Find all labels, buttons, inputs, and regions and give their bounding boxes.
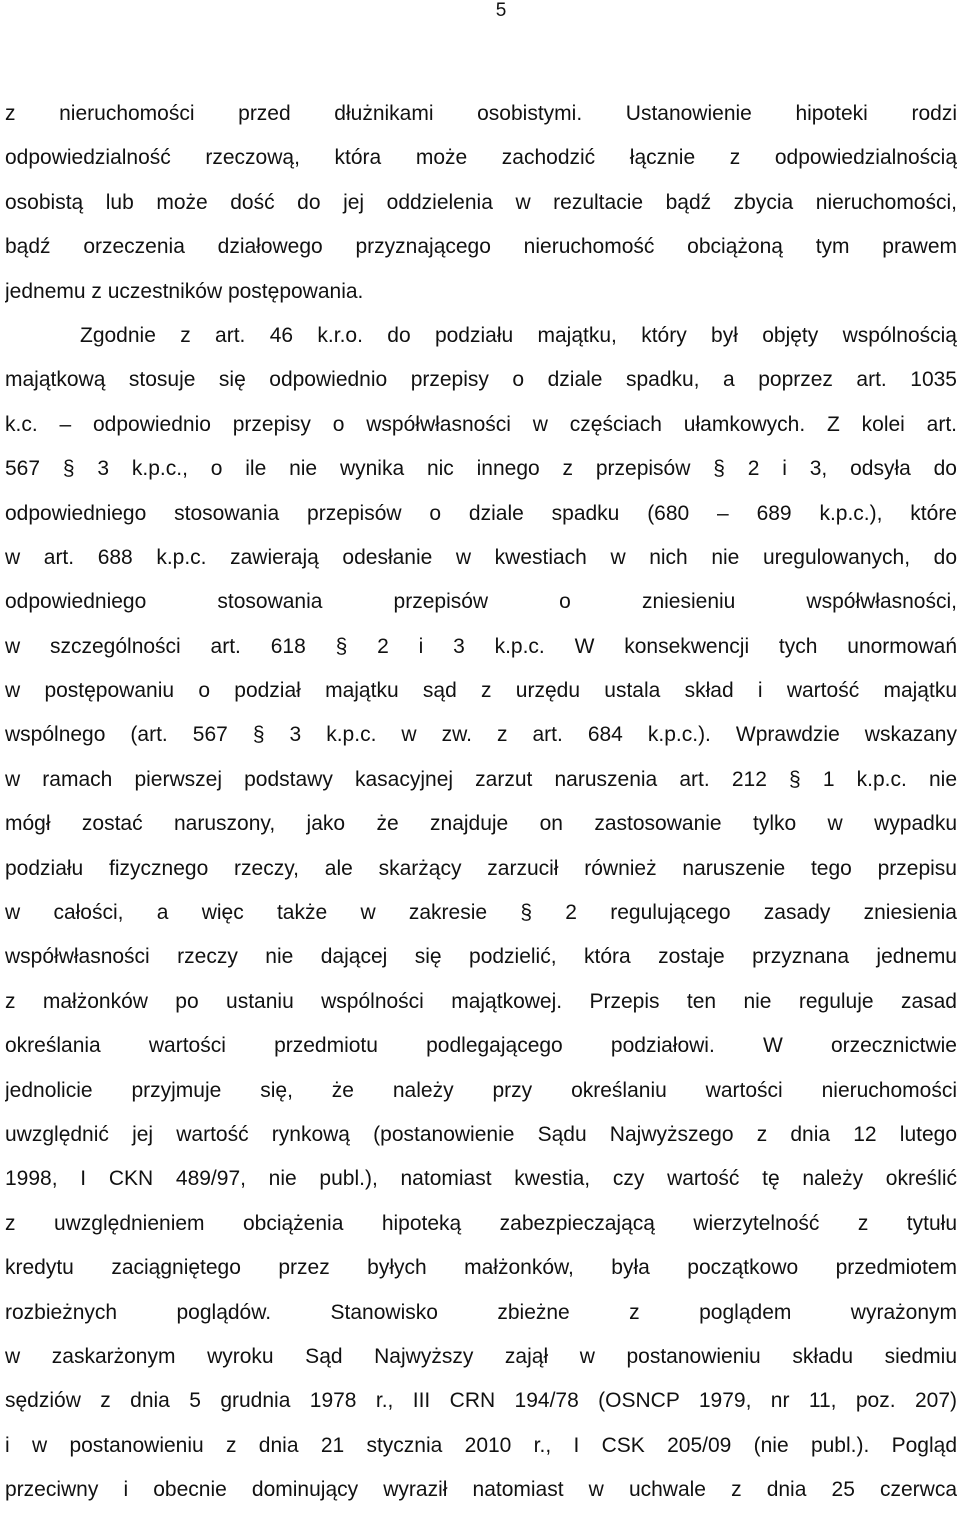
text-line: 567 § 3 k.p.c., o ile nie wynika nic innego z przepisów § 2 i 3, odsyła do	[5, 457, 957, 481]
text-line: w zaskarżonym wyroku Sąd Najwyższy zajął w postanowieniu składu siedmiu	[5, 1344, 957, 1368]
text-line: sędziów z dnia 5 grudnia 1978 r., III CRN 194/78 (OSNCP 1979, nr 11, poz. 207)	[5, 1389, 957, 1413]
text-line: odpowiedniego stosowania przepisów o zniesieniu współwłasności,	[5, 590, 957, 614]
text-line: odpowiedzialność rzeczową, która może zachodzić łącznie z odpowiedzialnością	[5, 146, 957, 170]
text-line: określania wartości przedmiotu podlegającego podziałowi. W orzecznictwie	[5, 1034, 957, 1058]
text-line: współwłasności rzeczy nie dającej się podzielić, która zostaje przyznana jednemu	[5, 945, 957, 969]
text-line: przeciwny i obecnie dominujący wyraził natomiast w uchwale z dnia 25 czerwca	[5, 1478, 957, 1502]
text-line: z małżonków po ustaniu wspólności majątkowej. Przepis ten nie reguluje zasad	[5, 989, 957, 1013]
text-line: rozbieżnych poglądów. Stanowisko zbieżne z poglądem wyrażonym	[5, 1300, 957, 1324]
text-line: uwzględnić jej wartość rynkową (postanowienie Sądu Najwyższego z dnia 12 lutego	[5, 1122, 957, 1146]
text-line: w całości, a więc także w zakresie § 2 regulującego zasady zniesienia	[5, 901, 957, 925]
text-line: podziału fizycznego rzeczy, ale skarżący zarzucił również naruszenie tego przepisu	[5, 856, 957, 880]
text-line: wspólnego (art. 567 § 3 k.p.c. w zw. z art. 684 k.p.c.). Wprawdzie wskazany	[5, 723, 957, 747]
page-number: 5	[495, 0, 507, 21]
text-line: jednolicie przyjmuje się, że należy przy określaniu wartości nieruchomości	[5, 1078, 957, 1102]
text-line: w postępowaniu o podział majątku sąd z urzędu ustala skład i wartość majątku	[5, 679, 957, 703]
text-line: w szczególności art. 618 § 2 i 3 k.p.c. W konsekwencji tych unormowań	[5, 634, 957, 658]
document-body	[5, 92, 957, 1513]
text-line: majątkową stosuje się odpowiednio przepisy o dziale spadku, a poprzez art. 1035	[5, 368, 957, 392]
text-line: odpowiedniego stosowania przepisów o dziale spadku (680 – 689 k.p.c.), które	[5, 501, 957, 525]
paragraph-first-line: Zgodnie z art. 46 k.r.o. do podziału majątku, który był objęty wspólnością	[80, 323, 957, 347]
text-line: k.c. – odpowiednio przepisy o współwłasności w częściach ułamkowych. Z kolei art.	[5, 412, 957, 436]
text-line: i w postanowieniu z dnia 21 stycznia 2010 r., I CSK 205/09 (nie publ.). Pogląd	[5, 1433, 957, 1457]
text-line: mógł zostać naruszony, jako że znajduje on zastosowanie tylko w wypadku	[5, 812, 957, 836]
text-line: w art. 688 k.p.c. zawierają odesłanie w kwestiach w nich nie uregulowanych, do	[5, 545, 957, 569]
text-line: z uwzględnieniem obciążenia hipoteką zabezpieczającą wierzytelność z tytułu	[5, 1211, 957, 1235]
text-line: bądź orzeczenia działowego przyznającego nieruchomość obciążoną tym prawem	[5, 235, 957, 259]
text-line: w ramach pierwszej podstawy kasacyjnej zarzut naruszenia art. 212 § 1 k.p.c. nie	[5, 767, 957, 791]
text-line: osobistą lub może dość do jej oddzielenia w rezultacie bądź zbycia nieruchomości,	[5, 190, 957, 214]
text-line: 1998, I CKN 489/97, nie publ.), natomiast kwestia, czy wartość tę należy określić	[5, 1167, 957, 1191]
text-line: jednemu z uczestników postępowania.	[5, 279, 364, 303]
text-line: z nieruchomości przed dłużnikami osobistymi. Ustanowienie hipoteki rodzi	[5, 102, 957, 125]
text-line: kredytu zaciągniętego przez byłych małżonków, była początkowo przedmiotem	[5, 1256, 957, 1280]
